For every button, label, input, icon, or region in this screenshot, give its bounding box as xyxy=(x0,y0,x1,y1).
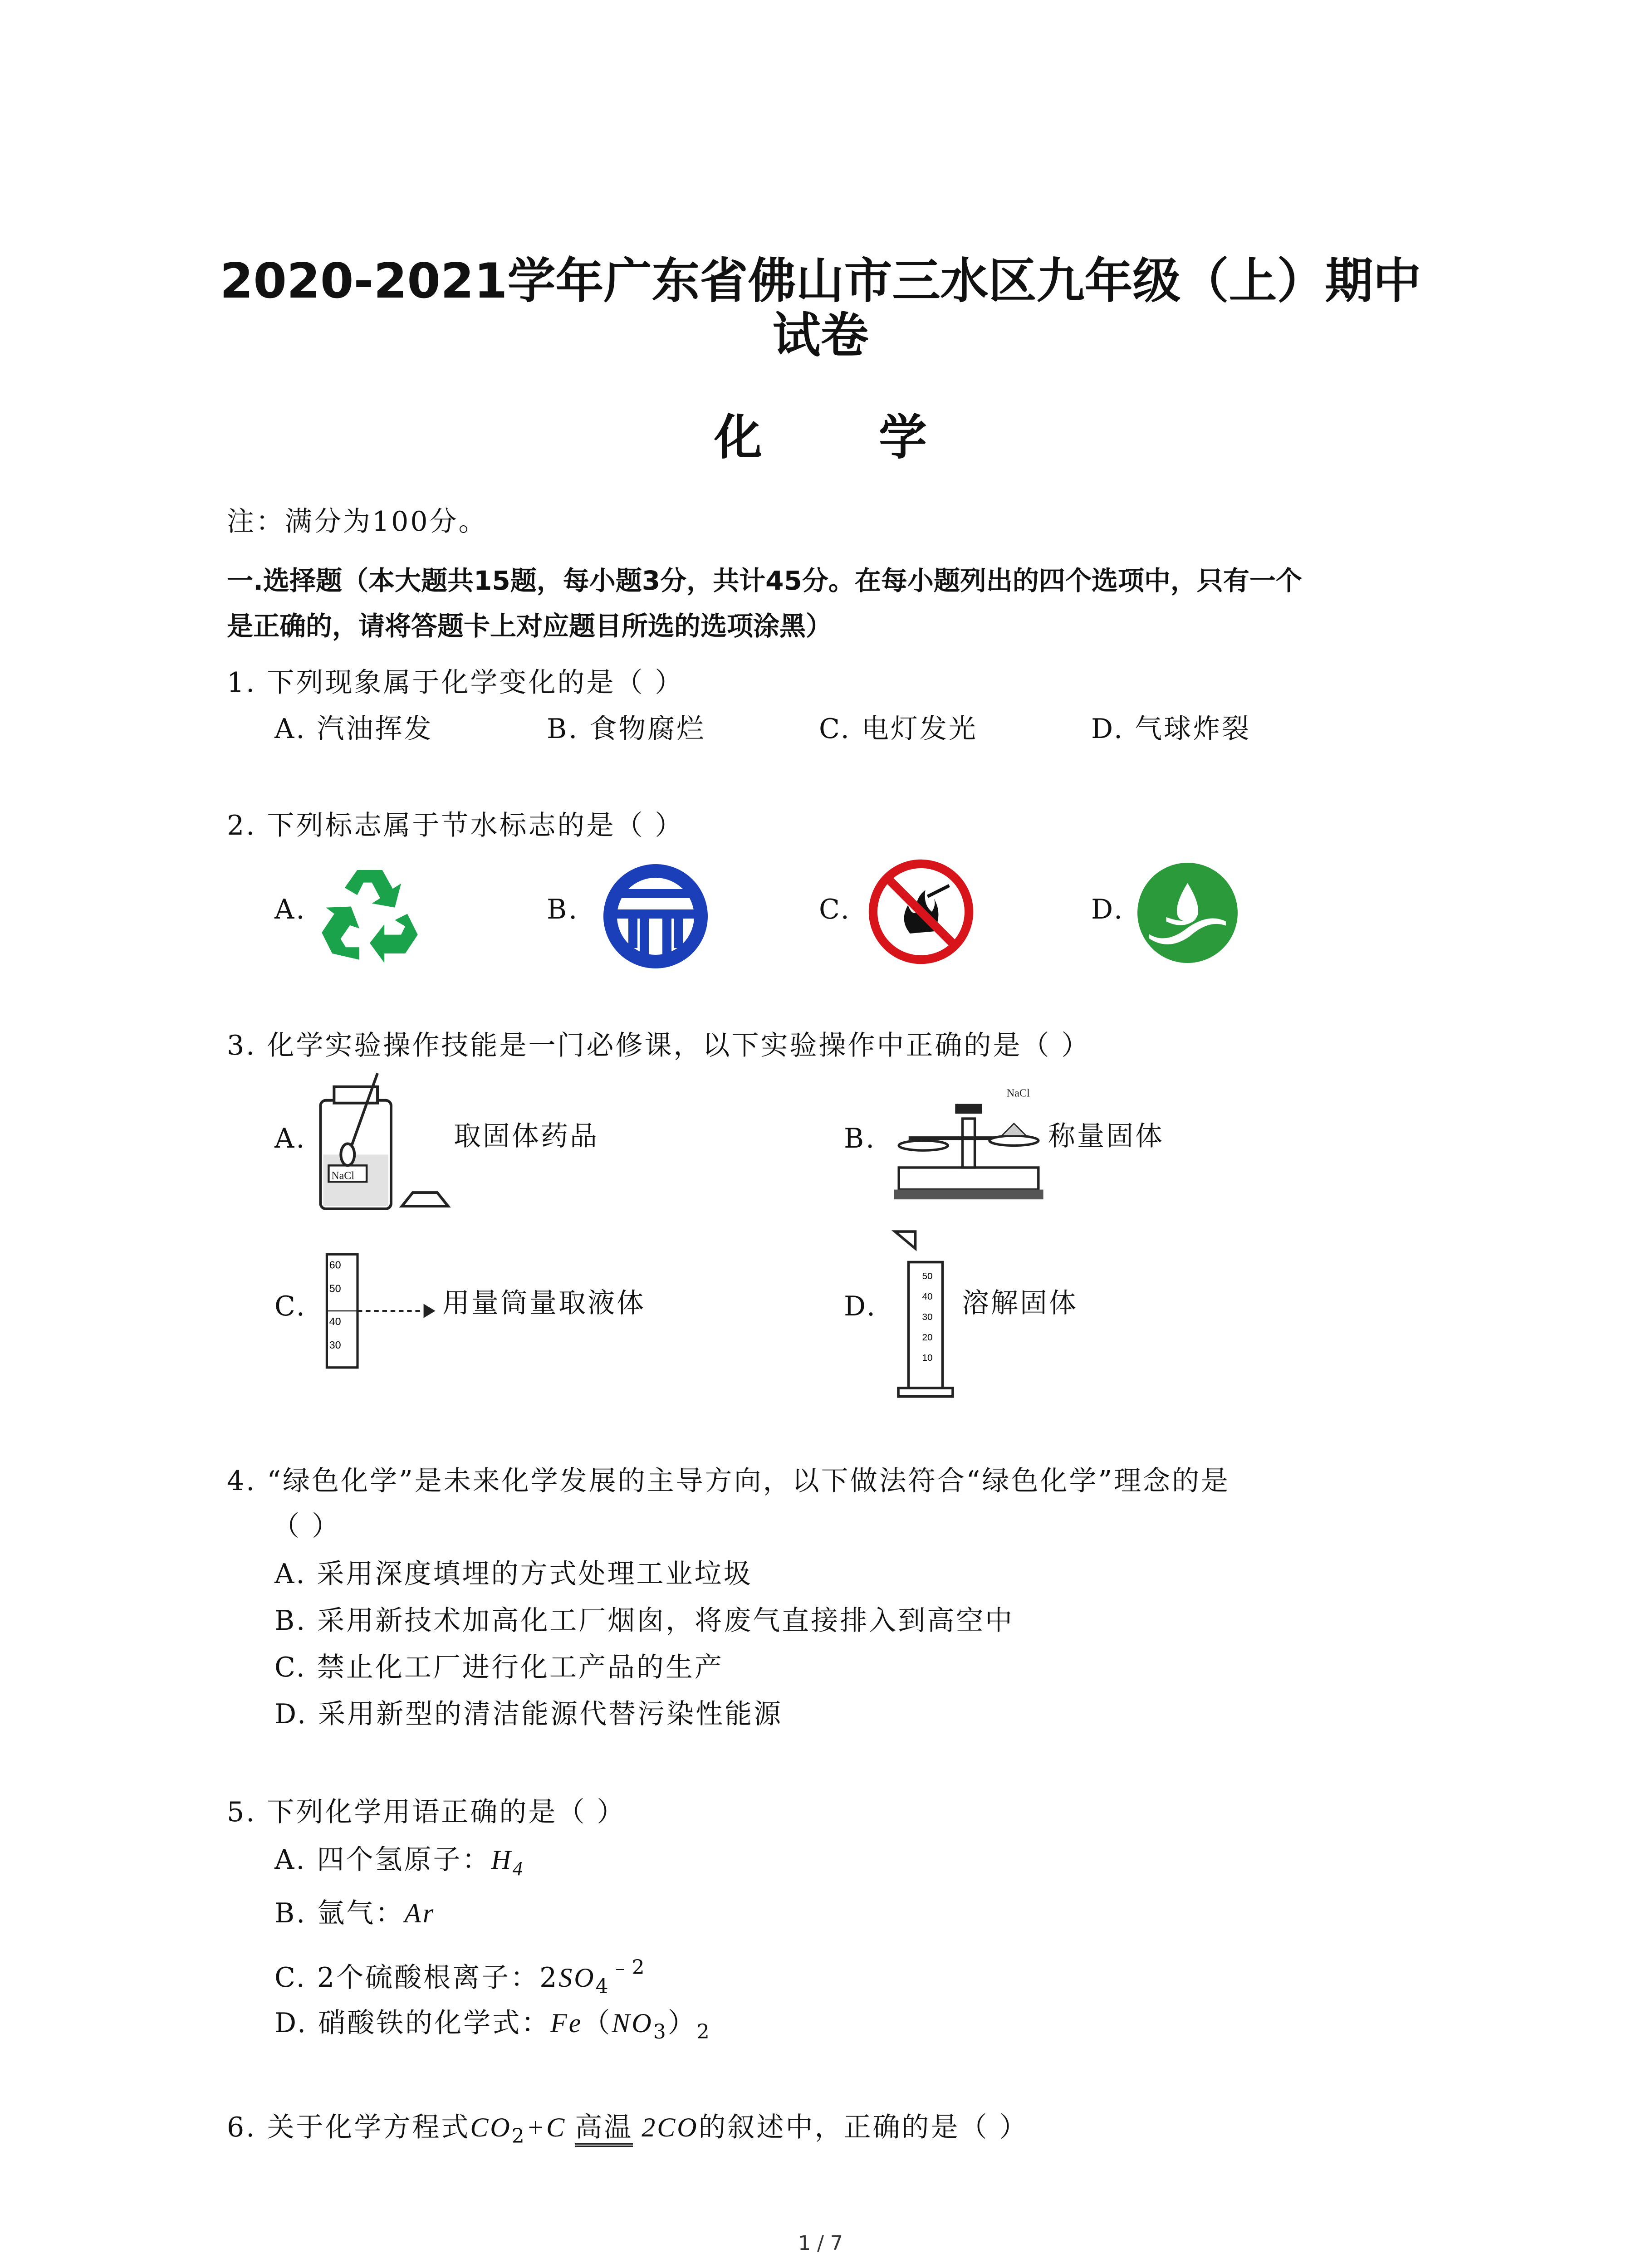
water-saving-blue-icon xyxy=(599,860,712,973)
page-title: 2020-2021学年广东省佛山市三水区九年级（上）期中 xyxy=(220,253,1421,309)
q4-option-d: D. 采用新型的清洁能源代替污染性能源 xyxy=(274,1698,783,1730)
q1-option-a: A. 汽油挥发 xyxy=(274,713,433,745)
subject-title: 化 学 xyxy=(714,410,977,465)
balance-scale-icon xyxy=(892,1082,1046,1204)
cyl-d-tick-40: 40 xyxy=(922,1291,933,1302)
q3-caption-d: 溶解固体 xyxy=(962,1287,1078,1319)
cyl-c-tick-50: 50 xyxy=(329,1282,341,1295)
q3-caption-c: 用量筒量取液体 xyxy=(442,1287,646,1319)
no-fire-icon xyxy=(867,857,975,966)
q1-stem: 1. 下列现象属于化学变化的是（ ） xyxy=(227,667,684,699)
q5-option-d: D. 硝酸铁的化学式：$Fe(NO_3)_2$ xyxy=(274,2007,711,2043)
cyl-d-tick-20: 20 xyxy=(922,1332,933,1343)
q1-option-d: D. 气球炸裂 xyxy=(1091,713,1251,745)
q4-option-c: C. 禁止化工厂进行化工产品的生产 xyxy=(274,1652,724,1683)
q4-option-a: A. 采用深度填埋的方式处理工业垃圾 xyxy=(274,1558,753,1590)
q2-label-d: D. xyxy=(1091,894,1125,925)
page-title-line2: 试卷 xyxy=(772,308,869,363)
q6-stem: 6. 关于化学方程式$CO_2+C$ 高温 2CO的叙述中，正确的是（ ） xyxy=(227,2112,1029,2148)
section-heading: 一.选择题（本大题共15题，每小题3分，共计45分。在每小题列出的四个选项中，只有一个 xyxy=(227,565,1302,596)
recycle-icon xyxy=(318,860,422,964)
q2-label-b: B. xyxy=(547,894,579,925)
measuring-cylinder-reading-icon xyxy=(322,1252,440,1370)
cyl-c-tick-40: 40 xyxy=(329,1315,341,1328)
cyl-d-tick-50: 50 xyxy=(922,1271,933,1281)
measuring-cylinder-dissolve-icon xyxy=(892,1227,960,1399)
q2-stem: 2. 下列标志属于节水标志的是（ ） xyxy=(227,810,684,841)
q5-option-b: B. 氩气：Ar xyxy=(274,1897,436,1929)
green-water-drop-icon xyxy=(1134,860,1241,966)
q2-label-a: A. xyxy=(274,894,307,925)
q4-stem-paren: （ ） xyxy=(272,1510,341,1542)
q5-option-a: A. 四个氢原子：$H_4$ xyxy=(274,1844,524,1880)
q3-label-c: C. xyxy=(274,1290,307,1322)
q5-option-c: C. 2个硫酸根离子：$2SO_4^{﹣2}$ xyxy=(274,1956,647,1998)
q1-option-b: B. 食物腐烂 xyxy=(547,713,706,745)
reagent-bottle-spoon-icon xyxy=(318,1070,454,1216)
q4-stem: 4. “绿色化学”是未来化学发展的主导方向，以下做法符合“绿色化学”理念的是 xyxy=(227,1465,1230,1497)
cyl-d-tick-10: 10 xyxy=(922,1353,933,1363)
q1-option-c: C. 电灯发光 xyxy=(819,713,978,745)
q3-caption-b: 称量固体 xyxy=(1048,1120,1164,1152)
cyl-c-tick-60: 60 xyxy=(329,1259,341,1271)
reaction-condition: 高温 xyxy=(575,2112,633,2147)
page-number: 1 / 7 xyxy=(798,2232,843,2255)
q5-stem: 5. 下列化学用语正确的是（ ） xyxy=(227,1796,626,1828)
q2-label-c: C. xyxy=(819,894,851,925)
q3-label-a: A. xyxy=(274,1123,307,1154)
nacl-label: NaCl xyxy=(331,1170,354,1182)
cyl-c-tick-30: 30 xyxy=(329,1339,341,1351)
q4-option-b: B. 采用新技术加高化工厂烟囱，将废气直接排入到高空中 xyxy=(274,1605,1014,1637)
q3-label-b: B. xyxy=(844,1123,877,1154)
nacl-label-scale: NaCl xyxy=(1006,1087,1030,1100)
score-note: 注：满分为100分。 xyxy=(227,506,488,538)
q3-label-d: D. xyxy=(844,1290,877,1322)
q3-caption-a: 取固体药品 xyxy=(454,1120,599,1152)
section-heading-line2: 是正确的，请将答题卡上对应题目所选的选项涂黑） xyxy=(227,611,833,641)
q3-stem: 3. 化学实验操作技能是一门必修课，以下实验操作中正确的是（ ） xyxy=(227,1030,1091,1061)
cyl-d-tick-30: 30 xyxy=(922,1312,933,1322)
